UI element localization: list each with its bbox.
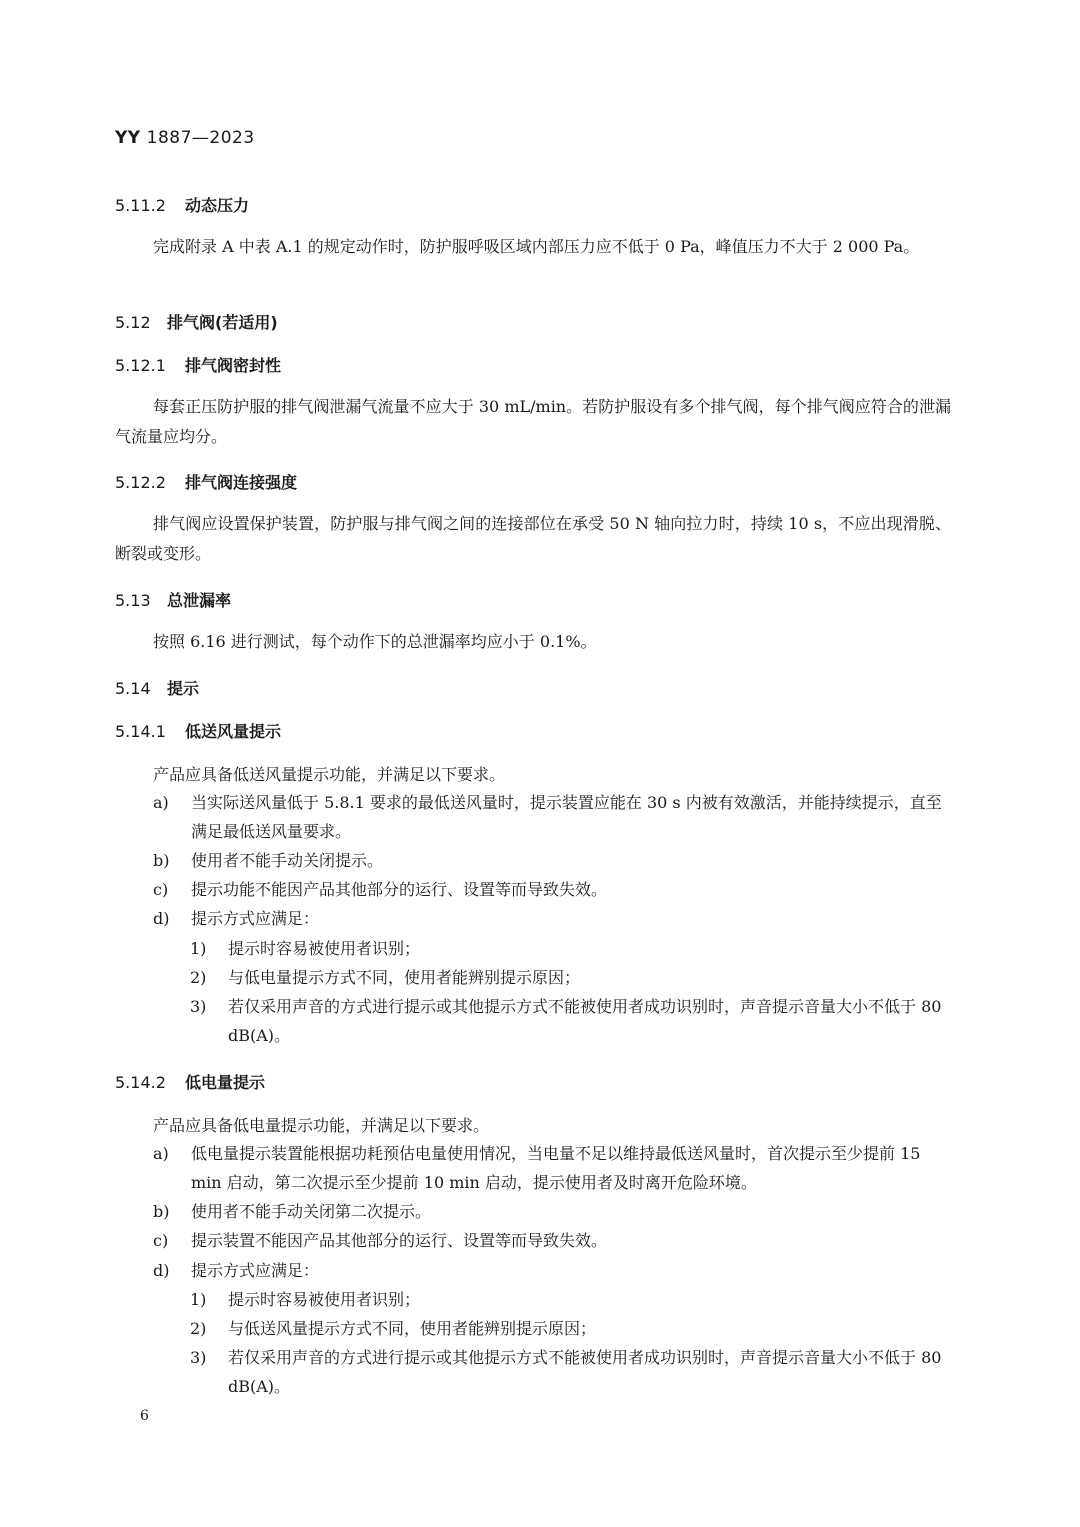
list-item: d) 提示方式应满足： (153, 1261, 320, 1280)
heading-5-14: 5.14 提示 (115, 679, 200, 698)
heading-5-12: 5.12 排气阀(若适用) (115, 313, 278, 332)
intro-5-14-1: 产品应具备低送风量提示功能，并满足以下要求。 (153, 765, 506, 784)
list-item: c) 提示功能不能因产品其他部分的运行、设置等而导致失效。 (153, 880, 608, 899)
heading-5-11-2: 5.11.2 动态压力 (115, 196, 250, 215)
list-item: c) 提示装置不能因产品其他部分的运行、设置等而导致失效。 (153, 1231, 608, 1250)
heading-5-12-2: 5.12.2 排气阀连接强度 (115, 473, 298, 492)
paragraph-5-11-2: 完成附录 A 中表 A.1 的规定动作时，防护服呼吸区域内部压力应不低于 0 Pa，峰值压力不大于 2 000 Pa。 (153, 237, 920, 256)
paragraph-5-13: 按照 6.16 进行测试，每个动作下的总泄漏率均应小于 0.1%。 (153, 632, 597, 651)
heading-5-13: 5.13 总泄漏率 (115, 591, 232, 610)
paragraph-5-12-2: 排气阀应设置保护装置，防护服与排气阀之间的连接部位在承受 50 N 轴向拉力时，持续 10 s，不应出现滑脱、断裂或变形。 (115, 514, 951, 563)
sub-list-item: 3) 若仅采用声音的方式进行提示或其他提示方式不能被使用者成功识别时，声音提示音量大小不低于 80 dB(A)。 (190, 1348, 942, 1396)
heading-5-14-2: 5.14.2 低电量提示 (115, 1073, 266, 1092)
sub-list-item: 1) 提示时容易被使用者识别； (190, 939, 421, 958)
sub-list-item: 1) 提示时容易被使用者识别； (190, 1290, 421, 1309)
sub-list-item: 2) 与低电量提示方式不同，使用者能辨别提示原因； (190, 968, 581, 987)
list-item: b) 使用者不能手动关闭提示。 (153, 851, 384, 870)
page-number: 6 (140, 1408, 149, 1424)
sub-list-item: 2) 与低送风量提示方式不同，使用者能辨别提示原因； (190, 1319, 597, 1338)
standard-number: 1887—2023 (146, 128, 255, 148)
list-item: a) 当实际送风量低于 5.8.1 要求的最低送风量时，提示装置应能在 30 s 内被有效激活，并能持续提示，直至满足最低送风量要求。 (153, 793, 942, 841)
standard-header (115, 128, 255, 148)
sub-list-item: 3) 若仅采用声音的方式进行提示或其他提示方式不能被使用者成功识别时，声音提示音量大小不低于 80 dB(A)。 (190, 997, 942, 1045)
list-item: b) 使用者不能手动关闭第二次提示。 (153, 1202, 432, 1221)
list-item: d) 提示方式应满足： (153, 909, 320, 928)
heading-5-12-1: 5.12.1 排气阀密封性 (115, 356, 282, 375)
heading-5-14-1: 5.14.1 低送风量提示 (115, 722, 282, 741)
standard-code: YY (115, 128, 141, 148)
list-item: a) 低电量提示装置能根据功耗预估电量使用情况，当电量不足以维持最低送风量时，首次提示至少提前 15 min 启动，第二次提示至少提前 10 min 启动，提示使用者及时离开危险环境。 (153, 1144, 921, 1192)
paragraph-5-12-1: 每套正压防护服的排气阀泄漏气流量不应大于 30 mL/min。若防护服设有多个排气阀，每个排气阀应符合的泄漏气流量应均分。 (115, 397, 951, 446)
intro-5-14-2: 产品应具备低电量提示功能，并满足以下要求。 (153, 1116, 490, 1135)
